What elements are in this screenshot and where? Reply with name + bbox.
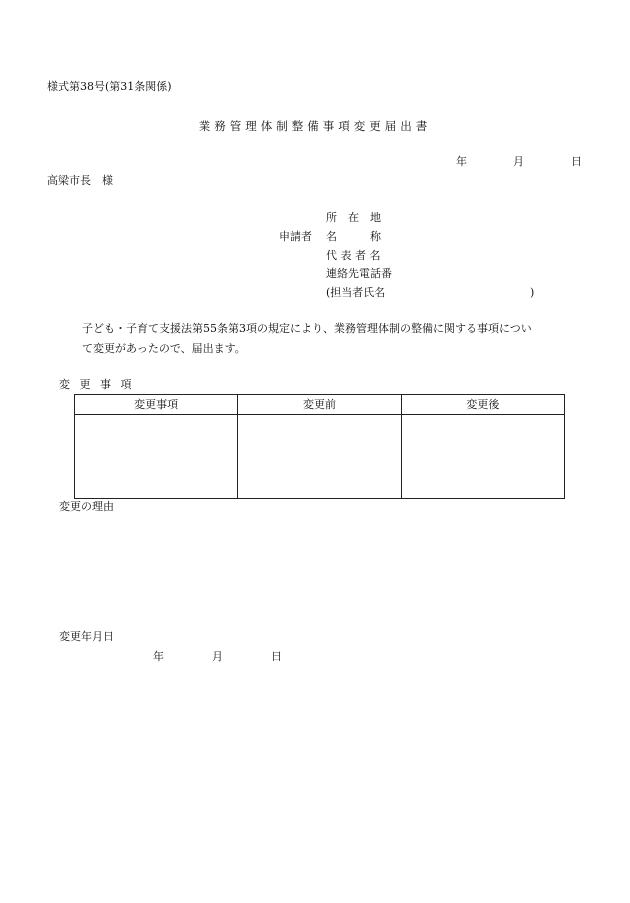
submission-date-year: 年 [456,155,467,168]
change-item-cell[interactable] [75,415,238,499]
applicant-label: 申請者 [279,230,312,243]
body-text-line-1: 子ども・子育て支援法第55条第3項の規定により、業務管理体制の整備に関する事項につい [82,322,532,335]
before-cell[interactable] [238,415,401,499]
change-date-month: 月 [212,650,223,663]
body-text-line-2: て変更があったので、届出ます。 [82,342,246,355]
addressee: 高梁市長 様 [47,174,113,187]
after-cell[interactable] [401,415,564,499]
applicant-phone-label: 連絡先電話番 [326,267,392,280]
column-header-change-item: 変更事項 [75,395,238,415]
change-date-heading: 変更年月日 [59,630,114,643]
submission-date-day: 日 [571,155,582,168]
table-row [75,415,565,499]
applicant-representative-label: 代 表 者 名 [326,249,381,262]
changes-table-header-row [75,395,565,415]
reason-heading: 変更の理由 [59,500,114,513]
applicant-name-label: 名 称 [326,230,381,243]
applicant-contact-label: (担当者氏名 [326,286,386,299]
change-date-day: 日 [271,650,282,663]
submission-date-month: 月 [513,155,524,168]
document-title: 業務管理体制整備事項変更届出書 [198,119,432,133]
changes-table [74,394,565,499]
change-date-year: 年 [153,650,164,663]
column-header-before: 変更前 [238,395,401,415]
form-number: 様式第38号(第31条関係) [47,80,172,93]
applicant-address-label: 所 在 地 [326,211,381,224]
changes-heading: 変 更 事 項 [59,378,135,391]
column-header-after: 変更後 [401,395,564,415]
applicant-contact-close-paren: ) [530,286,535,299]
